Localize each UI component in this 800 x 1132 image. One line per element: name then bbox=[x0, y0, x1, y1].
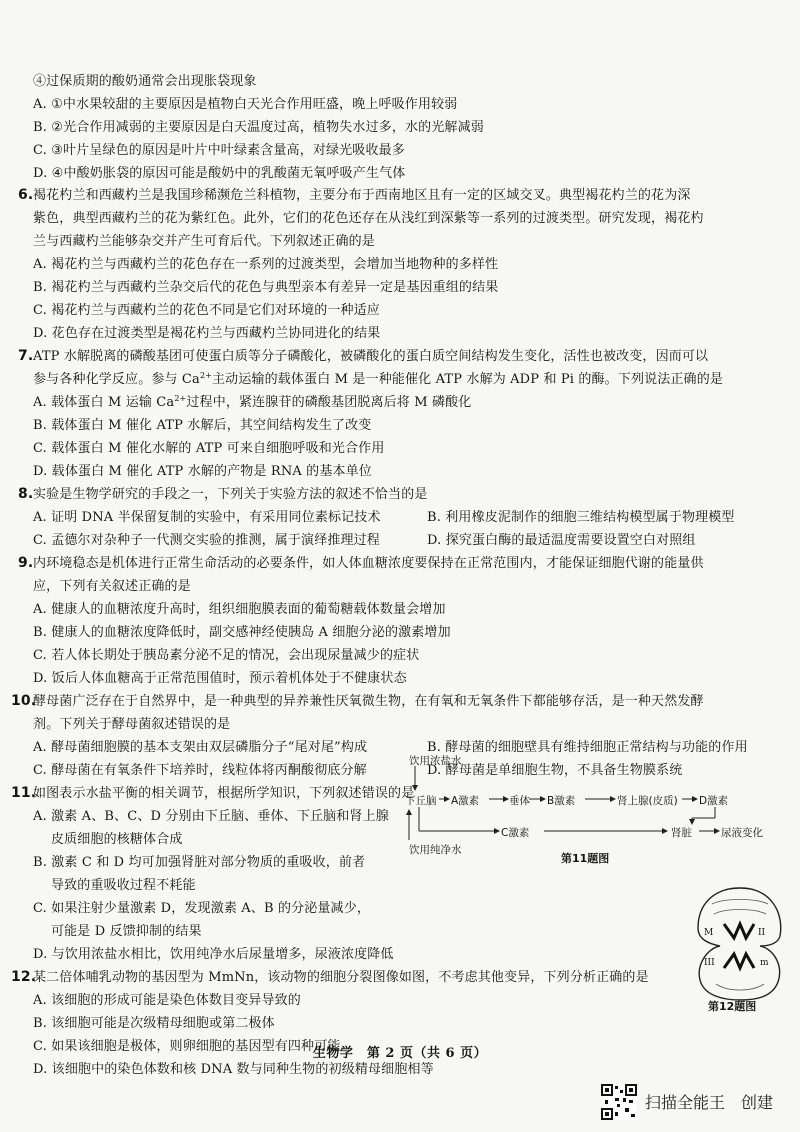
q7-number: 7. bbox=[18, 348, 34, 364]
fig12-label-iii: III bbox=[704, 958, 715, 968]
q6-stem-line2: 紫色，典型西藏杓兰的花为紫红色。此外，它们的花色还存在从浅红到深紫等一系列的过渡类型。研究发现，褐花杓 bbox=[33, 211, 704, 226]
q8-option-b: B. 利用橡皮泥制作的细胞三维结构模型属于物理模型 bbox=[427, 510, 735, 525]
q9-option-b: B. 健康人的血糖浓度降低时，副交感神经使胰岛 A 细胞分泌的激素增加 bbox=[33, 625, 451, 640]
q11-option-c-line2: 可能是 D 反馈抑制的结果 bbox=[51, 924, 202, 939]
q8-option-c: C. 孟德尔对杂种子一代测交实验的推测，属于演绎推理过程 bbox=[33, 533, 380, 548]
q8-stem: 实验是生物学研究的手段之一，下列关于实验方法的叙述不恰当的是 bbox=[33, 487, 428, 502]
q12-option-a: A. 该细胞的形成可能是染色体数目变异导致的 bbox=[33, 993, 301, 1008]
q12-stem: 某二倍体哺乳动物的基因型为 MmNn，该动物的细胞分裂图像如图，不考虑其他变异，下列分析正确的是 bbox=[33, 970, 649, 985]
q9-option-d: D. 饭后人体血糖高于正常范围值时，预示着机体处于不健康状态 bbox=[33, 671, 407, 686]
q8-option-a: A. 证明 DNA 半保留复制的实验中，有采用同位素标记技术 bbox=[33, 510, 381, 525]
fig11-hormone-c: C激素 bbox=[501, 827, 530, 839]
qr-code-icon bbox=[601, 1084, 637, 1120]
q9-number: 9. bbox=[18, 555, 34, 571]
q12-option-d: D. 该细胞中的染色体数和核 DNA 数与同种生物的初级精母细胞相等 bbox=[33, 1062, 434, 1077]
q7-option-a: A. 载体蛋白 M 运输 $Ca^{2+}$过程中，紧连腺苷的磷酸基团脱离后将 M 磷酸化 bbox=[33, 394, 472, 410]
q5-statement-4: ④过保质期的酸奶通常会出现胀袋现象 bbox=[33, 74, 257, 89]
fig12-label-m-upper: M bbox=[704, 928, 714, 938]
q11-option-b-line1: B. 激素 C 和 D 均可加强肾脏对部分物质的重吸收，前者 bbox=[33, 855, 366, 870]
q7-option-b: B. 载体蛋白 M 催化 ATP 水解后，其空间结构发生了改变 bbox=[33, 418, 372, 433]
q10-option-d: D. 酵母菌是单细胞生物，不具备生物膜系统 bbox=[427, 763, 683, 778]
q5-option-d: D. ④中酸奶胀袋的原因可能是酸奶中的乳酸菌无氧呼吸产生气体 bbox=[33, 166, 406, 181]
q11-number: 11. bbox=[11, 785, 37, 801]
q6-option-a: A. 褐花杓兰与西藏杓兰的花色存在一系列的过渡类型，会增加当地物种的多样性 bbox=[33, 257, 499, 272]
q12-option-c: C. 如果该细胞是极体，则卵细胞的基因型有四种可能 bbox=[33, 1039, 341, 1054]
fig11-hormone-a: A激素 bbox=[451, 795, 480, 807]
q9-option-a: A. 健康人的血糖浓度升高时，组织细胞膜表面的葡萄糖载体数量会增加 bbox=[33, 602, 446, 617]
fig11-hypothalamus: 下丘脑 bbox=[405, 795, 437, 807]
q5-option-b: B. ②光合作用减弱的主要原因是白天温度过高，植物失水过多，水的光解减弱 bbox=[33, 120, 484, 135]
fig11-caption: 第11题图 bbox=[561, 852, 610, 865]
fig11-kidney: 肾脏 bbox=[671, 827, 692, 839]
q5-option-c: C. ③叶片呈绿色的原因是叶片中叶绿素含量高，对绿光吸收最多 bbox=[33, 143, 405, 158]
q6-stem-line1: 褐花杓兰和西藏杓兰是我国珍稀濒危兰科植物，主要分布于西南地区且有一定的区域交叉。典型褐花杓兰的花为深 bbox=[33, 188, 691, 203]
fig12-label-ii: II bbox=[758, 928, 766, 938]
q8-option-d: D. 探究蛋白酶的最适温度需要设置空白对照组 bbox=[427, 533, 696, 548]
q10-option-a: A. 酵母菌细胞膜的基本支架由双层磷脂分子“尾对尾”构成 bbox=[33, 740, 368, 755]
q9-stem-line2: 应，下列有关叙述正确的是 bbox=[33, 579, 191, 594]
q9-stem-line1: 内环境稳态是机体进行正常生命活动的必要条件，如人体血糖浓度要保持在正常范围内，才能保证细胞代谢的能量供 bbox=[33, 556, 704, 571]
q6-option-c: C. 褐花杓兰与西藏杓兰的花色不同是它们对环境的一种适应 bbox=[33, 303, 380, 318]
q11-option-a-line2: 皮质细胞的核糖体合成 bbox=[51, 832, 183, 847]
page-footer: 生物学 第 2 页（共 6 页） bbox=[312, 1046, 488, 1061]
fig11-drink-pure: 饮用纯净水 bbox=[409, 844, 462, 856]
q5-option-a: A. ①中水果较甜的主要原因是植物白天光合作用旺盛，晚上呼吸作用较弱 bbox=[33, 97, 458, 112]
q7-stem-line1: ATP 水解脱离的磷酸基团可使蛋白质等分子磷酸化，被磷酸化的蛋白质空间结构发生变化，活性也被改变，因而可以 bbox=[33, 349, 709, 364]
q10-option-b: B. 酵母菌的细胞壁具有维持细胞正常结构与功能的作用 bbox=[427, 740, 748, 755]
scanner-watermark: 扫描全能王 创建 bbox=[645, 1093, 774, 1112]
q7-option-d: D. 载体蛋白 M 催化 ATP 水解的产物是 RNA 的基本单位 bbox=[33, 464, 372, 479]
figure-12-cell-drawing bbox=[694, 884, 786, 1002]
q11-stem: 如图表示水盐平衡的相关调节，根据所学知识，下列叙述错误的是 bbox=[33, 786, 415, 801]
q10-number: 10. bbox=[11, 693, 37, 709]
q10-option-c: C. 酵母菌在有氧条件下培养时，线粒体将丙酮酸彻底分解 bbox=[33, 763, 367, 778]
q11-option-d: D. 与饮用浓盐水相比，饮用纯净水后尿量增多，尿液浓度降低 bbox=[33, 947, 394, 962]
q10-stem-line1: 酵母菌广泛存在于自然界中，是一种典型的异养兼性厌氧微生物，在有氧和无氧条件下都能够存活，是一种天然发酵 bbox=[33, 694, 704, 709]
figure-12-cell-division bbox=[694, 884, 786, 1014]
fig11-hormone-d: D激素 bbox=[699, 795, 729, 807]
q11-option-b-line2: 导致的重吸收过程不耗能 bbox=[51, 878, 196, 893]
q11-option-a-line1: A. 激素 A、B、C、D 分别由下丘脑、垂体、下丘脑和肾上腺 bbox=[33, 809, 389, 824]
fig12-caption: 第12题图 bbox=[708, 1000, 757, 1013]
fig11-adrenal: 肾上腺(皮质) bbox=[617, 795, 678, 807]
fig12-label-m-lower: m bbox=[760, 958, 769, 968]
q6-option-d: D. 花色存在过渡类型是褐花杓兰与西藏杓兰协同进化的结果 bbox=[33, 326, 381, 341]
fig11-pituitary: 垂体 bbox=[509, 795, 530, 807]
fig11-hormone-b: B激素 bbox=[547, 795, 576, 807]
q11-option-c-line1: C. 如果注射少量激素 D，发现激素 A、B 的分泌量减少， bbox=[33, 901, 371, 916]
q9-option-c: C. 若人体长期处于胰岛素分泌不足的情况，会出现尿量减少的症状 bbox=[33, 648, 420, 663]
q7-stem-line2: 参与各种化学反应。参与 $Ca^{2+}$主动运输的载体蛋白 M 是一种能催化 ATP 水解为 ADP 和 Pi 的酶。下列说法正确的是 bbox=[33, 371, 724, 387]
fig11-urine-change: 尿液变化 bbox=[721, 827, 763, 839]
q6-option-b: B. 褐花杓兰与西藏杓兰杂交后代的花色与典型亲本有差异一定是基因重组的结果 bbox=[33, 280, 499, 295]
fig11-drink-salt: 饮用浓盐水 bbox=[409, 755, 462, 767]
q6-number: 6. bbox=[18, 187, 34, 203]
q6-stem-line3: 兰与西藏杓兰能够杂交并产生可育后代。下列叙述正确的是 bbox=[33, 234, 375, 249]
figure-11-water-salt-regulation bbox=[405, 750, 800, 875]
q7-option-c: C. 载体蛋白 M 催化水解的 ATP 可来自细胞呼吸和光合作用 bbox=[33, 441, 385, 456]
q12-option-b: B. 该细胞可能是次级精母细胞或第二极体 bbox=[33, 1016, 275, 1031]
q12-number: 12. bbox=[11, 969, 37, 985]
q8-number: 8. bbox=[18, 486, 34, 502]
q10-stem-line2: 剂。下列关于酵母菌叙述错误的是 bbox=[33, 717, 231, 732]
